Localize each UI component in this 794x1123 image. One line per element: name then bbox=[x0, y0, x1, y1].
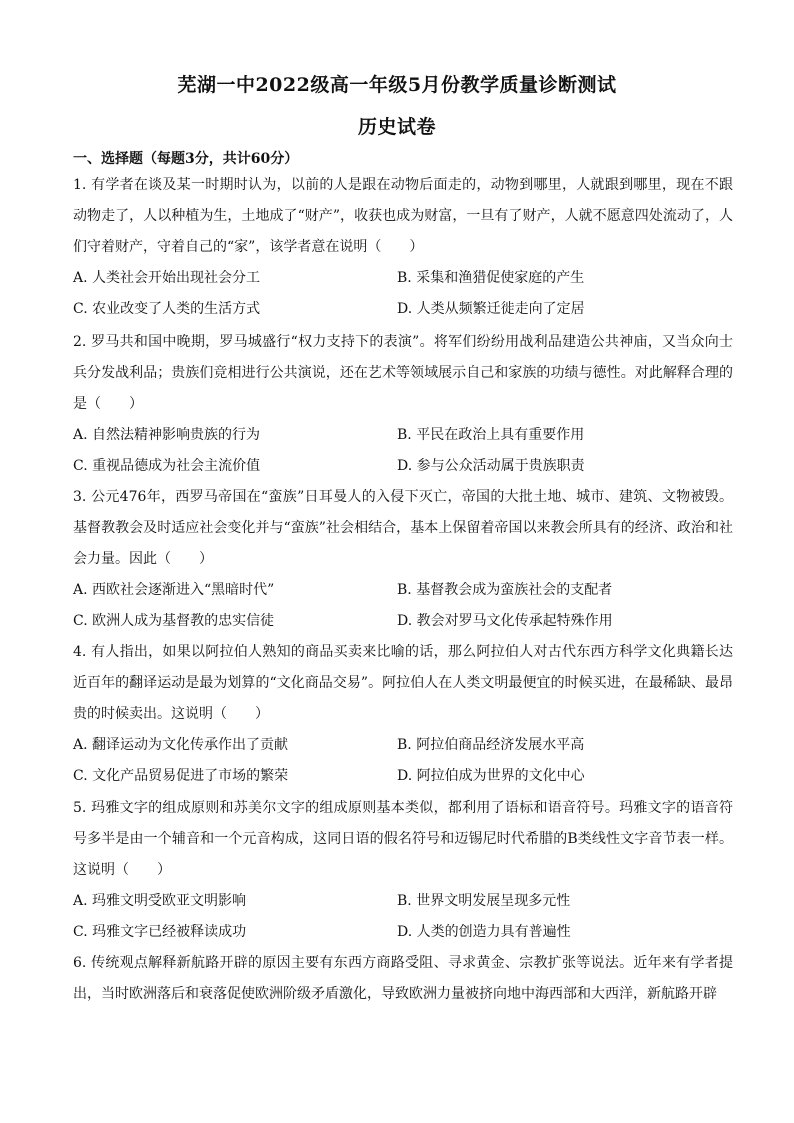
option-d: D. 人类从频繁迁徙走向了定居 bbox=[397, 301, 585, 317]
option-c: C. 文化产品贸易促进了市场的繁荣 bbox=[73, 768, 289, 784]
question-6 bbox=[73, 948, 733, 1010]
exam-subtitle: 历史试卷 bbox=[357, 116, 436, 138]
option-b: B. 平民在政治上具有重要作用 bbox=[397, 427, 585, 443]
option-b: B. 世界文明发展呈现多元性 bbox=[397, 893, 571, 909]
options-grid bbox=[73, 263, 733, 325]
question-stem: 1. 有学者在谈及某一时期时认为，以前的人是跟在动物后面走的，动物到哪里，人就跟到哪里，现在不跟动物走了，人以种植为生，土地成了“财产”，收获也成为财富，一旦有了财产，人就不愿意四处流动了，人们守着财产，守着自己的“家”，该学者意在说明（ ） bbox=[73, 177, 733, 255]
question-4 bbox=[73, 637, 733, 792]
option-c: C. 重视品德成为社会主流价值 bbox=[73, 458, 261, 474]
option-b: B. 采集和渔猎促使家庭的产生 bbox=[397, 270, 585, 286]
option-d: D. 阿拉伯成为世界的文化中心 bbox=[397, 768, 585, 784]
question-stem: 5. 玛雅文字的组成原则和苏美尔文字的组成原则基本类似，都利用了语标和语音符号。玛雅文字的语音符号多半是由一个辅音和一个元音构成，这同日语的假名符号和迈锡尼时代希腊的B类线性文字音节表一样。这说明（ ） bbox=[73, 800, 733, 878]
section-heading: 一、选择题（每题3分，共计60分） bbox=[73, 151, 299, 167]
option-b: B. 基督教会成为蛮族社会的支配者 bbox=[397, 582, 613, 598]
option-a: A. 自然法精神影响贵族的行为 bbox=[73, 427, 261, 443]
options-grid bbox=[73, 730, 733, 792]
question-1 bbox=[73, 170, 733, 325]
options-grid bbox=[73, 886, 733, 948]
question-stem: 3. 公元476年，西罗马帝国在“蛮族”日耳曼人的入侵下灭亡，帝国的大批土地、城市、建筑、文物被毁。基督教教会及时适应社会变化并与“蛮族”社会相结合，基本上保留着帝国以来教会所具有的经济、政治和社会力量。因此（ ） bbox=[73, 489, 733, 567]
option-a: A. 翻译运动为文化传承作出了贡献 bbox=[73, 737, 289, 753]
question-stem: 6. 传统观点解释新航路开辟的原因主要有东西方商路受阻、寻求黄金、宗教扩张等说法。近年来有学者提出，当时欧洲落后和衰落促使欧洲阶级矛盾激化，导致欧洲力量被挤向地中海西部和大西洋，新航路开辟 bbox=[73, 955, 733, 1002]
exam-title: 芜湖一中2022级高一年级5月份教学质量诊断测试 bbox=[177, 74, 617, 96]
option-c: C. 玛雅文字已经被释读成功 bbox=[73, 924, 247, 940]
option-d: D. 人类的创造力具有普遍性 bbox=[397, 924, 571, 940]
question-stem: 4. 有人指出，如果以阿拉伯人熟知的商品买卖来比喻的话，那么阿拉伯人对古代东西方科学文化典籍长达近百年的翻译运动是最为划算的“文化商品交易”。阿拉伯人在人类文明最便宜的时候买进，在最稀缺、最昂贵的时候卖出。这说明（ ） bbox=[73, 644, 733, 722]
option-b: B. 阿拉伯商品经济发展水平高 bbox=[397, 737, 585, 753]
option-d: D. 教会对罗马文化传承起特殊作用 bbox=[397, 613, 613, 629]
option-d: D. 参与公众活动属于贵族职责 bbox=[397, 458, 585, 474]
question-3 bbox=[73, 482, 733, 637]
options-grid bbox=[73, 420, 733, 482]
option-a: A. 人类社会开始出现社会分工 bbox=[73, 270, 261, 286]
option-a: A. 西欧社会逐渐进入“黑暗时代” bbox=[73, 582, 275, 598]
option-c: C. 农业改变了人类的生活方式 bbox=[73, 301, 261, 317]
question-stem: 2. 罗马共和国中晚期，罗马城盛行“权力支持下的表演”。将军们纷纷用战利品建造公共神庙，又当众向士兵分发战利品；贵族们竞相进行公共演说，还在艺术等领域展示自己和家族的功绩与德性。对此解释合理的是（ ） bbox=[73, 334, 733, 412]
option-c: C. 欧洲人成为基督教的忠实信徒 bbox=[73, 613, 275, 629]
question-2 bbox=[73, 327, 733, 482]
question-5 bbox=[73, 793, 733, 948]
option-a: A. 玛雅文明受欧亚文明影响 bbox=[73, 893, 247, 909]
options-grid bbox=[73, 575, 733, 637]
